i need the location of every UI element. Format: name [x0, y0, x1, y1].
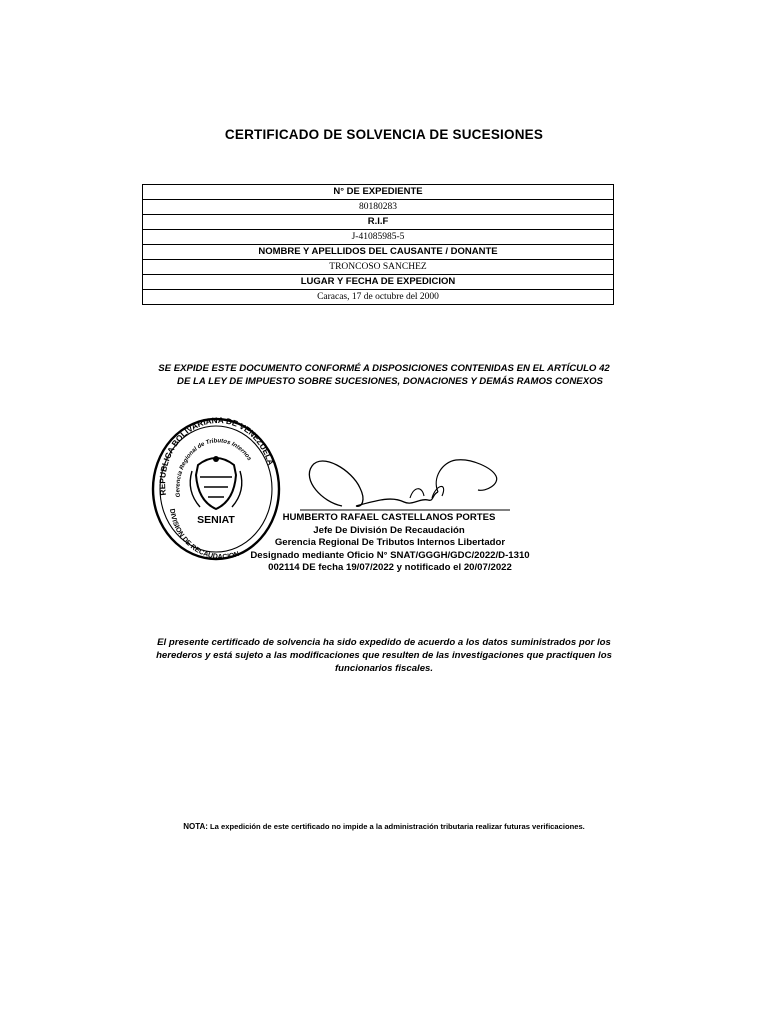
legal-basis-text [0, 362, 768, 388]
svg-text:REPUBLICA BOLIVARIANA DE VENEZ [158, 416, 275, 496]
rif-label: R.I.F [143, 215, 614, 230]
disclaimer-line: El presente certificado de solvencia ha sido expedido de acuerdo a los datos suministrados por los [157, 637, 611, 648]
nota-footer [0, 822, 768, 831]
disclaimer-text [0, 636, 768, 675]
stamp-outer-text: REPUBLICA BOLIVARIANA DE VENEZUELA [158, 415, 276, 496]
rif-value: J-41085985-5 [143, 230, 614, 245]
signer-date-line: 002114 DE fecha 19/07/2022 y notificado el 20/07/2022 [268, 562, 512, 573]
lugar-fecha-label: LUGAR Y FECHA DE EXPEDICION [143, 275, 614, 290]
lugar-fecha-value: Caracas, 17 de octubre del 2000 [143, 290, 614, 305]
nota-label: NOTA: [183, 822, 208, 831]
nota-text: La expedición de este certificado no impide a la administración tributaria realizar futuras verificaciones. [210, 822, 585, 831]
signer-name: HUMBERTO RAFAEL CASTELLANOS PORTES [282, 512, 496, 523]
table-row [143, 245, 614, 260]
signer-position: Jefe De División De Recaudación [313, 524, 465, 536]
disclaimer-line: herederos y está sujeto a las modificaciones que resulten de las investigaciones que practiquen los [156, 650, 612, 661]
expediente-value: 80180283 [143, 200, 614, 215]
causante-label: NOMBRE Y APELLIDOS DEL CAUSANTE / DONANTE [143, 245, 614, 260]
table-row [143, 200, 614, 215]
document-title: CERTIFICADO DE SOLVENCIA DE SUCESIONES [224, 127, 544, 142]
table-row [143, 275, 614, 290]
handwritten-signature [282, 440, 522, 520]
expediente-label: N° DE EXPEDIENTE [143, 185, 614, 200]
table-row [143, 260, 614, 275]
disclaimer-line: funcionarios fiscales. [334, 663, 434, 674]
signer-office: Gerencia Regional De Tributos Internos Libertador [274, 537, 506, 548]
stamp-center-text: SENIAT [197, 514, 235, 526]
table-row [143, 290, 614, 305]
coat-of-arms-icon [190, 456, 242, 509]
stamp-inner-text: Gerencia Regional de Tributos Internos [175, 438, 253, 498]
legal-basis-line: SE EXPIDE ESTE DOCUMENTO CONFORMÉ A DISPOSICIONES CONTENIDAS EN EL ARTÍCULO 42 [158, 363, 610, 374]
signer-designation: Designado mediante Oficio N° SNAT/GGGH/GDC/2022/D-1310 [250, 549, 530, 561]
table-row [143, 185, 614, 200]
table-row [143, 230, 614, 245]
table-row [143, 215, 614, 230]
signer-block [0, 512, 768, 575]
certificate-info-table [142, 184, 614, 305]
causante-value: TRONCOSO SANCHEZ [143, 260, 614, 275]
legal-basis-line: DE LA LEY DE IMPUESTO SOBRE SUCESIONES, DONACIONES Y DEMÁS RAMOS CONEXOS [177, 376, 603, 387]
stamp-bottom-text: DIVISION DE RECAUDACION [167, 508, 241, 561]
